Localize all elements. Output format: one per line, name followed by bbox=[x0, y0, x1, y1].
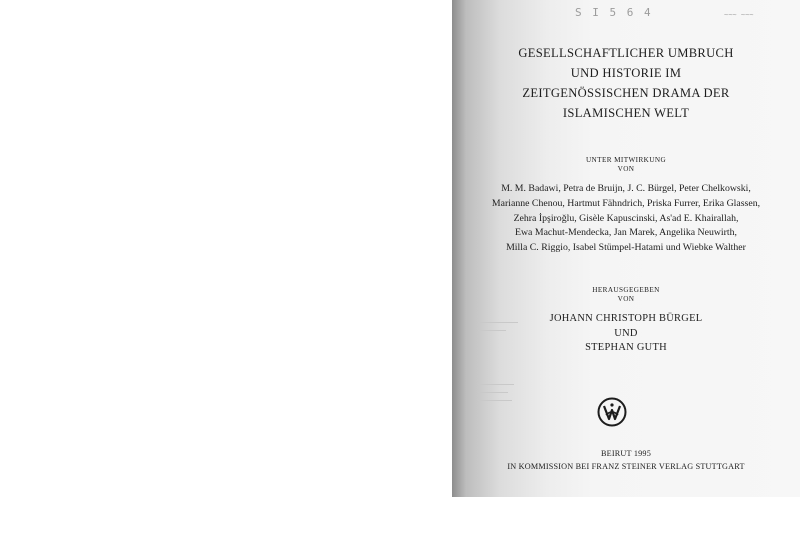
collaboration-label-line: VON bbox=[617, 165, 635, 173]
pencil-mark-right: ~~~ ~~~ bbox=[724, 11, 754, 19]
publication-place-year: BEIRUT 1995 bbox=[600, 449, 652, 458]
publisher-commission: IN KOMMISSION BEI FRANZ STEINER VERLAG STUTTGART bbox=[507, 462, 745, 471]
contributors-line: Ewa Machut-Mendecka, Jan Marek, Angelika Neuwirth, bbox=[515, 227, 737, 239]
editors-label-line: VON bbox=[617, 295, 635, 303]
bleed-through-mark bbox=[478, 400, 512, 401]
editor-second: STEPHAN GUTH bbox=[585, 342, 667, 353]
editors-label-line: HERAUSGEGEBEN bbox=[592, 286, 660, 294]
pencil-mark-left: S I 5 6 4 bbox=[575, 6, 653, 19]
title-line: ZEITGENÖSSISCHEN DRAMA DER bbox=[522, 86, 730, 100]
contributors-list bbox=[452, 182, 800, 256]
editors-label bbox=[452, 286, 800, 304]
collaboration-label-line: UNTER MITWIRKUNG bbox=[585, 156, 667, 164]
title-line: UND HISTORIE IM bbox=[570, 66, 682, 80]
editors bbox=[452, 312, 800, 356]
contributors-line: Zehra İpşiroğlu, Gisèle Kapuscinski, As'ad E. Khairallah, bbox=[513, 212, 739, 224]
bleed-through-mark bbox=[478, 384, 514, 385]
collaboration-label bbox=[452, 156, 800, 174]
bleed-through-mark bbox=[478, 322, 518, 323]
bleed-through-mark bbox=[478, 392, 508, 393]
publisher-seal-icon bbox=[597, 397, 627, 427]
contributors-line: Milla C. Riggio, Isabel Stümpel-Hatami und Wiebke Walther bbox=[506, 242, 746, 254]
contributors-line: Marianne Chenou, Hartmut Fähndrich, Priska Furrer, Erika Glassen, bbox=[491, 197, 761, 209]
title-line: GESELLSCHAFTLICHER UMBRUCH bbox=[518, 46, 734, 60]
bleed-through-mark bbox=[478, 330, 506, 331]
book-title bbox=[452, 43, 800, 123]
contributors-line: M. M. Badawi, Petra de Bruijn, J. C. Bürgel, Peter Chelkowski, bbox=[501, 183, 751, 194]
publisher-info bbox=[452, 447, 800, 473]
editor-conjunction: UND bbox=[614, 327, 638, 339]
title-line: ISLAMISCHEN WELT bbox=[562, 106, 690, 120]
editor-first: JOHANN CHRISTOPH BÜRGEL bbox=[549, 313, 703, 324]
